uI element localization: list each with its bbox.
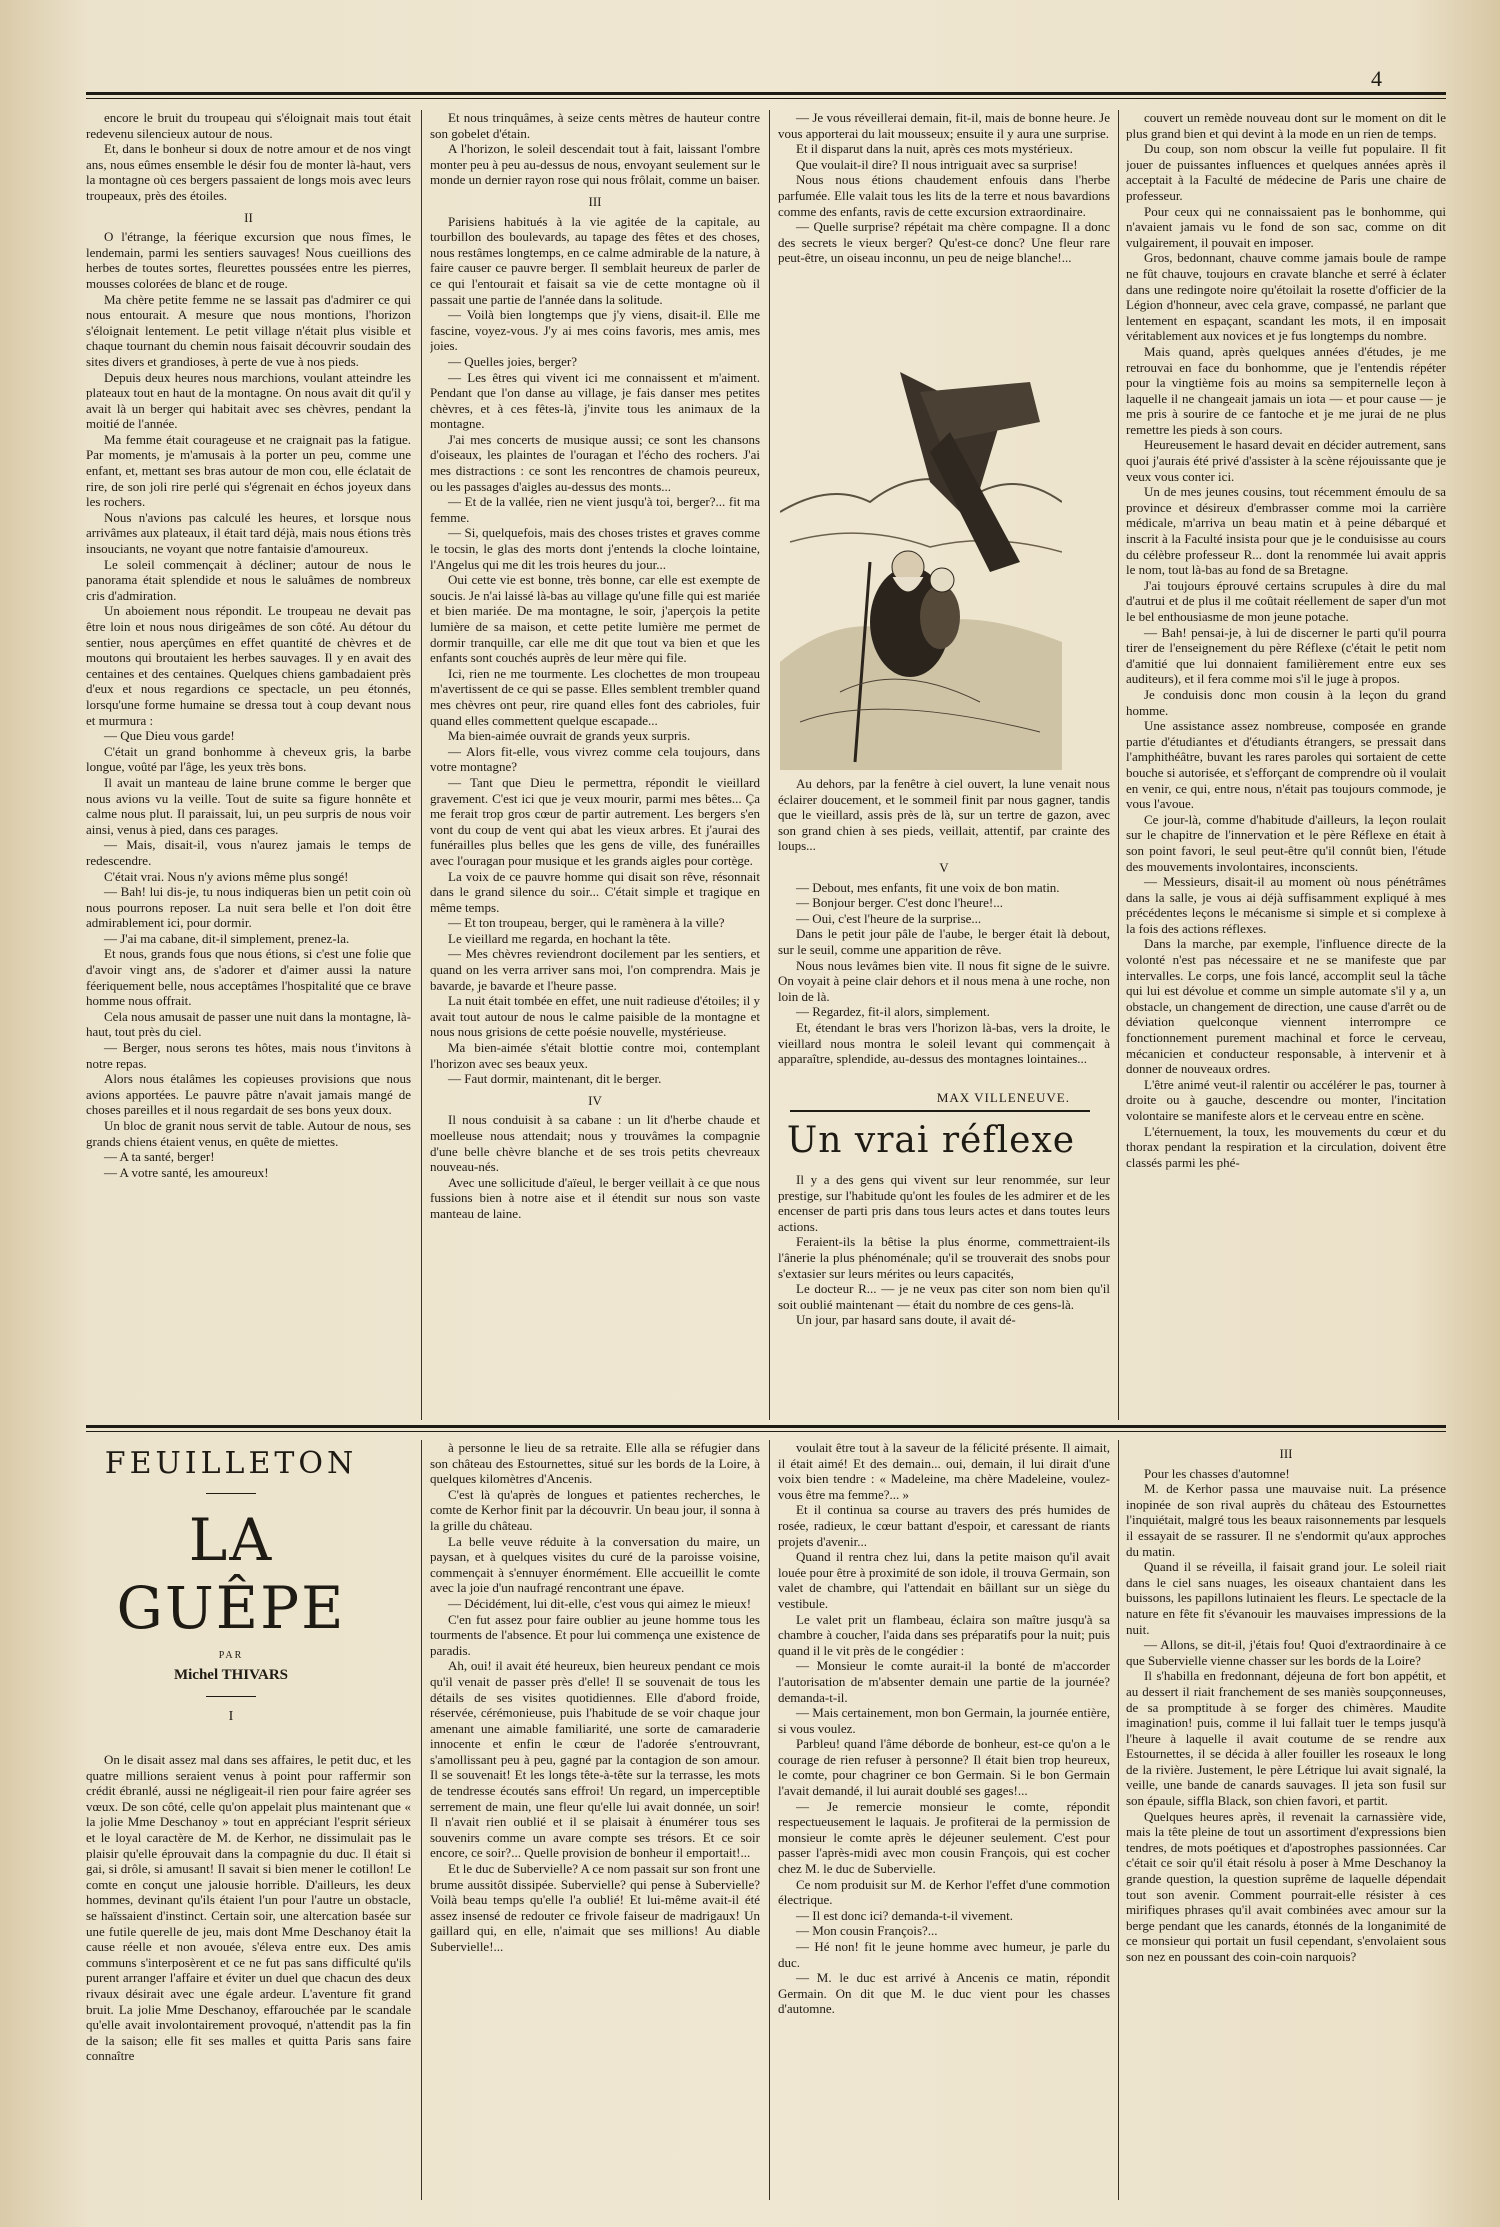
- article1-signature: MAX VILLENEUVE.: [936, 1090, 1070, 1105]
- paragraph: — Alors fit-elle, vous vivrez comme cela toujours, dans votre montagne?: [430, 743, 760, 775]
- paragraph: Et nous, grands fous que nous étions, si c'est une folie que d'avoir vingt ans, de s'adorer et d'aimer aussi la nature féeriquement belle, nous acceptâmes l'hospitalité que ce brave homme nous offrait.: [86, 946, 411, 1009]
- paragraph: C'est là qu'après de longues et patientes recherches, le comte de Kerhor finit par la découvrir. Un beau jour, il sonna à la grille du château.: [430, 1486, 760, 1533]
- paragraph: — Monsieur le comte aurait-il la bonté de m'accorder l'autorisation de m'absenter demain une partie de la journée? demanda-t-il.: [778, 1658, 1110, 1705]
- paragraph: Un jour, par hasard sans doute, il avait dé-: [796, 1312, 1016, 1328]
- paragraph: Ce nom produisit sur M. de Kerhor l'effet d'une commotion électrique.: [778, 1876, 1110, 1908]
- paragraph: J'ai mes concerts de musique aussi; ce sont les chansons d'oiseaux, les plaintes de l'ouragan et l'écho des rochers. J'ai mes distractions : ce sont les rencontres de chamois peureux, ou les passages d'aigles au-dessus des monts...: [430, 431, 760, 494]
- paragraph: — Je vous réveillerai demain, fit-il, mais de bonne heure. Je vous apporterai du lait mousseux; ensuite il y aura une surprise.: [778, 110, 1110, 141]
- paragraph: C'en fut assez pour faire oublier au jeune homme tous les tourments de l'absence. Et pour lui commença une existence de paradis.: [430, 1611, 760, 1658]
- paragraph: M. de Kerhor passa une mauvaise nuit. La présence inopinée de son rival auprès du château des Estournettes l'inquiétait, malgré tous les beaux raisonnements par lesquels il essayait de se rassurer. Il ne s'endormit qu'aux approches du matin.: [1126, 1481, 1446, 1559]
- paragraph: — Messieurs, disait-il au moment où nous pénétrâmes dans la salle, je vous ai déjà suffisamment expliqué à mes précédentes leçons le mécanisme si simple et si complexe à la fois des actions réflexes.: [1126, 874, 1446, 936]
- paragraph: Et, dans le bonheur si doux de notre amour et de nos vingt ans, nous eûmes ensemble le désir fou de monter là-haut, vers la montagne où ces bergers passaient de longs mois avec leurs troupeaux, près des étoiles.: [86, 141, 411, 203]
- article2-title: Un vrai réflexe: [786, 1120, 1076, 1161]
- section-number: III: [588, 193, 602, 209]
- paragraph: Que voulait-il dire? Il nous intriguait avec sa surprise!: [796, 156, 1078, 172]
- paragraph: L'être animé veut-il ralentir ou accélérer le pas, tourner à droite ou à gauche, descendre ou monter, l'incitation volontaire se manifeste alors et le cerveau entre en scène.: [1126, 1076, 1446, 1123]
- paragraph: — Et de la vallée, rien ne vient jusqu'à toi, berger?... fit ma femme.: [430, 494, 760, 525]
- shepherd-illustration: [780, 362, 1062, 770]
- paragraph: — Voilà bien longtemps que j'y viens, disait-il. Elle me fascine, voyez-vous. J'y ai mes coins favoris, mes amis, mes joies.: [430, 307, 760, 354]
- column-divider: [421, 110, 422, 1420]
- paragraph: Mais quand, après quelques années d'études, je me retrouvai en face du bonhomme, que je l'entendis répéter pour la vingtième fois au moins sa sempiternelle leçon à laquelle il ne changeait jamais un iota — et pour cause — je me pris à sourire de ce fantoche et je me jurai de ne plus remettre les pieds à son cours.: [1126, 343, 1446, 437]
- paragraph: — J'ai ma cabane, dit-il simplement, prenez-la.: [104, 930, 350, 946]
- column-divider: [1118, 1440, 1119, 2200]
- paragraph: — Hé non! fit le jeune homme avec humeur, je parle du duc.: [778, 1939, 1110, 1970]
- paragraph: Quelques heures après, il revenait la carnassière vide, mais la tête pleine de tout un assortiment d'expressions bien tendres, de mots poétiques et d'apostrophes passionnées. Car c'était ce soir qu'il était résolu à poser à Mme Deschanoy la grande question, la question suprême de laquelle dépendait tout son avenir. Comment pourrait-elle résister à ces mirifiques phrases qu'il avait combinées avec amour sur la berge pendant que les canards, étonnés de la longanimité de ce monsieur qui portait un fusil cependant, s'envolaient sous son nez en poussant des coin-coin narquois?: [1126, 1808, 1446, 1964]
- paragraph: Depuis deux heures nous marchions, voulant atteindre les plateaux tout en haut de la montagne. On nous avait dit qu'il y avait là un berger qui habitait avec ses chèvres, pendant la moitié de l'année.: [86, 369, 411, 432]
- column-divider: [1118, 110, 1119, 1420]
- feuilleton-author: Michel THIVARS: [173, 1667, 289, 1683]
- paragraph: La belle veuve réduite à la conversation du maire, un paysan, et à quelques visites du curé de la paroisse voisine, commençait à s'ennuyer énormément. Elle accueillit le comte avec la joie d'un naufragé rencontrant une épave.: [430, 1533, 760, 1596]
- paragraph: Heureusement le hasard devait en décider autrement, sans quoi j'aurais été privé d'assister à la scène réjouissante que je veux vous conter ici.: [1126, 437, 1446, 484]
- paragraph: Il avait un manteau de laine brune comme le berger que nous avions vu la veille. Tout de suite sa figure honnête et calme nous plut. Il paraissait, lui, un peu surpris de nous voir ainsi, venus à pied, dans ces parages.: [86, 774, 411, 837]
- paragraph: — Mon cousin François?...: [796, 1923, 938, 1939]
- paragraph: Ma femme était courageuse et ne craignait pas la fatigue. Par moments, je m'amusais à la porter un peu, comme une enfant, et, mettant ses bras autour de mon cou, elle éclatait de rire, de son joli rire perlé qui s'égrenait en échos joyeux dans les rochers.: [86, 431, 411, 510]
- paragraph: — Quelle surprise? répétait ma chère compagne. Il a donc des secrets le vieux berger? Qu'est-ce donc? Une fleur rare peut-être, un oiseau inconnu, un peu de neige blanche!...: [778, 219, 1110, 266]
- paragraph: — Mes chèvres reviendront docilement par les sentiers, et quand on les verra arriver sans moi, l'on comprendra. Mais je bavarde, je bavarde et l'heure passe.: [430, 946, 760, 993]
- header-divider: [206, 1493, 256, 1494]
- column-divider: [421, 1440, 422, 2200]
- article1-column-2: [430, 110, 760, 1420]
- paragraph: — Oui, c'est l'heure de la surprise...: [796, 910, 982, 926]
- feuilleton-chapter: I: [228, 1709, 234, 1724]
- paragraph: — Regardez, fit-il alors, simplement.: [796, 1004, 990, 1020]
- paragraph: Et le duc de Subervielle? A ce nom passait sur son front une brume aussitôt dissipée. Subervielle? qui pense à Subervielle? Voilà beau temps qu'elle l'a oublié! Et lui-même avait-il été assez insensé de redouter ce frivole faiseur de madrigaux! Un gaillard qui, en elle, n'aimait que ses millions! Au diable Subervielle!...: [430, 1861, 760, 1954]
- column-divider: [769, 1440, 770, 2200]
- section-number: V: [939, 859, 949, 875]
- paragraph: Un de mes jeunes cousins, tout récemment émoulu de sa province et désireux d'embrasser comme moi la carrière médicale, m'arriva un beau matin et à peine débarqué et inscrit à la Faculté insista pour que je le conduisisse au cours du célèbre professeur R... dont la renommée lui avait appris le nom, tout là-bas au fond de sa Bretagne.: [1126, 484, 1446, 578]
- top-rule: [86, 92, 1446, 95]
- paragraph: O l'étrange, la féerique excursion que nous fîmes, le lendemain, parmi les sentiers sauvages! Nous cueillions des herbes de toutes sortes, fleurettes poussées entre les pierres, mousses colorées de blanc et de rouge.: [86, 229, 411, 291]
- paragraph: — Mais certainement, mon bon Germain, la journée entière, si vous voulez.: [778, 1705, 1110, 1736]
- paragraph: Un bloc de granit nous servit de table. Autour de nous, ses grands chiens étaient venus, en quête de miettes.: [86, 1118, 411, 1149]
- paragraph: — Mais, disait-il, vous n'aurez jamais le temps de redescendre.: [86, 837, 411, 868]
- column-divider: [769, 110, 770, 1420]
- paragraph: Un aboiement nous répondit. Le troupeau ne devait pas être loin et nous nous dirigeâmes de son côté. Au détour du sentier, nous aperçûmes en effet quantité de chèvres et de moutons qui broutaient les herbes sauvages. Il y en avait des centaines et des centaines. Quelques chiens gambadaient près d'eux et nous regardions ce spectacle, un peu étonnés, lorsqu'une forme humaine se dressa tout à coup devant nous et murmura :: [86, 603, 411, 728]
- paragraph: La nuit était tombée en effet, une nuit radieuse d'étoiles; il y avait tout autour de nous le calme paisible de la montagne et nous nous grisions de cette poésie nouvelle, mystérieuse.: [430, 993, 760, 1040]
- paragraph: — Je remercie monsieur le comte, répondit respectueusement le laquais. Je profiterai de la permission de monsieur le comte après le déjeuner seulement. C'est pour passer l'après-midi avec mon cousin François, qui est cocher chez M. le duc de Subervielle.: [778, 1798, 1110, 1877]
- paragraph: Nous nous étions chaudement enfouis dans l'herbe parfumée. Elle valait tous les lits de la terre et nous bavardions comme des enfants, ravis de cette excursion extraordinaire.: [778, 172, 1110, 219]
- paragraph: Je conduisis donc mon cousin à la leçon du grand homme.: [1126, 686, 1446, 718]
- paragraph: — Si, quelquefois, mais des choses tristes et graves comme le tocsin, le glas des morts dont j'entends la cloche lointaine, l'Angelus qui me dit les trois heures du jour...: [430, 525, 760, 572]
- paragraph: — M. le duc est arrivé à Ancenis ce matin, répondit Germain. On dit que M. le duc vient pour les chasses d'automne.: [778, 1970, 1110, 2017]
- paragraph: L'éternuement, la toux, les mouvements du cœur et du thorax pendant la respiration et la circulation, doivent être classés parmi les phé-: [1126, 1123, 1446, 1170]
- paragraph: Ce jour-là, comme d'habitude d'ailleurs, la leçon roulait sur le chapitre de l'innervation et le père Réflexe en était à son point favori, le seul peut-être qu'il connût bien, l'étude des mouvements involontaires, inconscients.: [1126, 811, 1446, 874]
- paragraph: Ici, rien ne me tourmente. Les clochettes de mon troupeau m'avertissent de ce qui se passe. Elles semblent trembler quand mes chèvres ont peur, rire quand elles font des cabrioles, fuir quand elles commettent quelque escapade...: [430, 665, 760, 728]
- paragraph: — A votre santé, les amoureux!: [104, 1164, 269, 1180]
- article1-column-3-top: [778, 110, 1110, 360]
- paragraph: Le docteur R... — je ne veux pas citer son nom bien qu'il soit oublié maintenant — était du nombre de ces gens-là.: [778, 1281, 1110, 1312]
- feuilleton-column-1: [86, 1752, 411, 2202]
- paragraph: Et, étendant le bras vers l'horizon là-bas, vers la droite, le vieillard nous montra le soleil levant qui commençait à apparaître, splendide, au-dessus des montagnes lointaines...: [778, 1019, 1110, 1067]
- paragraph: Pour ceux qui ne connaissaient pas le bonhomme, qui n'avaient jamais vu le fond de son sac, comme on dit vulgairement, il pouvait en imposer.: [1126, 203, 1446, 250]
- paragraph: — Tant que Dieu le permettra, répondit le vieillard gravement. C'est ici que je veux mourir, parmi mes bêtes... Ça me ferait trop gros cœur de partir autrement. Les bergers s'en vont du coup de vent qui abat les vieux arbres. Et j'aurai des funérailles plus belles que les gens de ville, des funérailles avec l'ouragan pour musique et les grands aigles pour cortège.: [430, 774, 760, 868]
- paragraph: Il nous conduisit à sa cabane : un lit d'herbe chaude et moelleuse nous attendait; nous y trouvâmes la compagnie d'une belle chèvre blanche et de ses trois petits chevreaux nouveau-nés.: [430, 1112, 760, 1175]
- paragraph: à personne le lieu de sa retraite. Elle alla se réfugier dans son château des Estournettes, situé sur les bords de la Loire, à quelques kilomètres d'Ancenis.: [430, 1440, 760, 1487]
- paragraph: — Il est donc ici? demanda-t-il vivement.: [796, 1907, 1013, 1923]
- paragraph: — Bonjour berger. C'est donc l'heure!...: [796, 895, 1003, 911]
- paragraph: — Allons, se dit-il, j'étais fou! Quoi d'extraordinaire à ce que Subervielle vienne chasser sur les bords de la Loire?: [1126, 1637, 1446, 1668]
- paragraph: Dans la marche, par exemple, l'influence directe de la volonté n'est pas nécessaire et ne se manifeste que par intervalles. Le corps, une fois lancé, accomplit seul la tâche qui lui est dévolue et comme un simple automate s'il y a, un obstacle, un changement de direction, une cause d'arrêt ou de déviation quelconque viennent interrompre ce fonctionnement purement machinal et force le cerveau, mécanicien et conducteur responsable, à intervenir et à donner de nouveaux ordres.: [1126, 936, 1446, 1077]
- section-number: IV: [588, 1092, 602, 1108]
- article1-column-1: [86, 110, 411, 1420]
- feuilleton-column-4: [1126, 1440, 1446, 2200]
- article2-column-3: [778, 1172, 1110, 1420]
- paragraph: La voix de ce pauvre homme qui disait son rêve, résonnait dans le grand silence du soir... C'était simple et tragique en même temps.: [430, 868, 760, 915]
- feuilleton-column-2: [430, 1440, 760, 2200]
- paragraph: Dans le petit jour pâle de l'aube, le berger était là debout, sur le seuil, comme une apparition de rêve.: [778, 926, 1110, 957]
- section-number: III: [1279, 1446, 1293, 1461]
- paragraph: Ma bien-aimée s'était blottie contre moi, contemplant l'horizon avec ses beaux yeux.: [430, 1040, 760, 1071]
- paragraph: Et il continua sa course au travers des prés humides de rosée, radieux, le cœur battant d'espoir, et caressant de riants projets d'avenir...: [778, 1502, 1110, 1549]
- paragraph: — Et ton troupeau, berger, qui le ramènera à la ville?: [448, 915, 725, 931]
- paragraph: — Bah! pensai-je, à lui de discerner le parti qu'il pourra tirer de l'enseignement du père Réflexe (c'était le petit nom d'amitié que lui donnaient familièrement entre eux ses auditeurs), et il fera comme moi s'il le juge à propos.: [1126, 624, 1446, 687]
- article-separator: [790, 1110, 1090, 1112]
- paragraph: voulait être tout à la saveur de la félicité présente. Il aimait, il était aimé! Et des demain... oui, demain, il lui dirait d'une voix bien tendre : « Madeleine, ma chère Madeleine, voulez-vous être ma femme?... »: [778, 1440, 1110, 1502]
- paragraph: Gros, bedonnant, chauve comme jamais boule de rampe ne fût chauve, toujours en cravate blanche et serré à éclater dans une redingote noire qu'étoilait la rosette d'officier de la Légion d'honneur, avec cela grave, compassé, ne parlant que lentement en espaçant, scandant les mots, il en imposait véritablement aux novices et je fus longtemps du nombre.: [1126, 250, 1446, 344]
- paragraph: — Debout, mes enfants, fit une voix de bon matin.: [796, 879, 1060, 895]
- paragraph: C'était un grand bonhomme à cheveux gris, la barbe longue, voûté par l'âge, les yeux très bons.: [86, 743, 411, 775]
- paragraph: Feraient-ils la bêtise la plus énorme, commettraient-ils l'ânerie la plus phénoménale; qu'il se trouverait des snobs pour s'extasier sur leurs mérites ou leurs capacités,: [778, 1234, 1110, 1281]
- paragraph: couvert un remède nouveau dont sur le moment on dit le plus grand bien et qui devint à la mode en un rien de temps.: [1126, 110, 1446, 141]
- header-divider: [206, 1696, 256, 1697]
- feuilleton-title: LA GUÊPE: [116, 1506, 346, 1642]
- paragraph: Parisiens habitués à la vie agitée de la capitale, au tourbillon des boulevards, au tapage des fêtes et des choses, nous restâmes longtemps, en ce calme admirable de la nature, à faire causer ce pauvre berger. Il semblait heureux de parler de ce qui l'entourait et faisait sa vie de cette montagne où il passait une partie de l'année dans la solitude.: [430, 213, 760, 307]
- paragraph: encore le bruit du troupeau qui s'éloignait mais tout était redevenu silencieux autour de nous.: [86, 110, 411, 141]
- paragraph: Pour les chasses d'automne!: [1144, 1465, 1290, 1481]
- paragraph: Il y a des gens qui vivent sur leur renommée, sur leur prestige, sur l'habitude qu'ont les foules de les admirer et de les encenser de parti pris dans tous leurs actes et dans toutes leurs actions.: [778, 1172, 1110, 1234]
- paragraph: Le vieillard me regarda, en hochant la tête.: [448, 930, 671, 946]
- paragraph: — Décidément, lui dit-elle, c'est vous qui aimez le mieux!: [448, 1595, 752, 1611]
- paragraph: Ah, oui! il avait été heureux, bien heureux pendant ce mois qu'il venait de passer près d'elle! Il se souvenait de tous les détails de ses visites quotidiennes. Elle d'abord froide, réservée, cérémonieuse, puis l'habitude de se voir chaque jour amenant une aimable familiarité, une sorte de camaraderie innocente et enfin le cœur de l'adorée s'entrouvrant, s'amollissant peu à peu, gagné par la contagion de son amour. Il se souvenait! Et les longs tête-à-tête sur la terrasse, les mots de tendresse écoutés sans effroi! Un regard, un imperceptible serrement de main, une fleur qu'elle lui avait donnée, un soir! Il n'avait rien oublié et il se plaisait à énumérer tous ses souvenirs comme un avare compte ses trésors. Et ce soir encore, ce soir?... Quelle provision de bonheur il emportait!...: [430, 1658, 760, 1861]
- top-rule-thin: [86, 98, 1446, 99]
- paragraph: On le disait assez mal dans ses affaires, le petit duc, et les quatre millions seraient venus à point pour raffermir son crédit ébranlé, aussi ne négligeait-il rien pour faire agréer ses vœux. De son côté, celle qu'on appelait plus maintenant que « la jolie Mme Deschanoy » tout en appréciant l'esprit sérieux et le loyal caractère de M. de Kerhor, ne dissimulait pas le plaisir qu'elle éprouvait dans la compagnie du duc. Il était si gai, si drôle, si amusant! Il savait si bien mener le cotillon! Le comte en conçut une jalousie horrible. D'ailleurs, les deux hommes, devinant qu'ils étaient l'un pour l'autre un obstacle, se haïssaient d'instinct. Certain soir, une altercation basée sur une futile querelle de jeu, mais dont Mme Deschanoy était la cause réelle et non avouée, s'éleva entre eux. Des amis communs s'interposèrent et ce ne fut pas sans difficulté qu'ils purent arranger l'affaire et éviter un duel que chacun des deux rivaux désirait avec une égale ardeur. L'aventure fit grand bruit. La jolie Mme Deschanoy, effarouchée par le scandale qu'elle avait involontairement provoqué, n'attendit pas la fin de la saison; elle fit ses malles et quitta Paris sans faire connaître: [86, 1752, 411, 2064]
- paragraph: C'était vrai. Nous n'y avions même plus songé!: [104, 868, 349, 884]
- feuilleton-rule: [86, 1425, 1446, 1428]
- paragraph: — Que Dieu vous garde!: [104, 728, 235, 744]
- paragraph: J'ai toujours éprouvé certains scrupules à dire du mal d'autrui et de plus il me coûtait réellement de saper d'un mot le bel enthousiasme de mon jeune potache.: [1126, 577, 1446, 624]
- paragraph: — Quelles joies, berger?: [448, 353, 577, 369]
- paragraph: Du coup, son nom obscur la veille fut populaire. Il fit jouer de puissantes influences et quelques années après il acceptait à la Faculté de médecine de Paris une chaire de professeur.: [1126, 141, 1446, 203]
- paragraph: Ma bien-aimée ouvrait de grands yeux surpris.: [448, 728, 691, 744]
- paragraph: Parbleu! quand l'âme déborde de bonheur, est-ce qu'on a le courage de rien refuser à personne? Il était bien trop heureux, le comte, pour chagriner ce bon Germain. Si le bon Germain l'avait demandé, il lui aurait doublé ses gages!...: [778, 1736, 1110, 1799]
- paragraph: Au dehors, par la fenêtre à ciel ouvert, la lune venait nous éclairer doucement, et le sommeil finit par nous gagner, tandis que le vieillard, assis près de là, sur un tertre de gazon, avec son grand chien à ses pieds, veillait, attentif, par crainte des loups...: [778, 776, 1110, 854]
- paragraph: Avec une sollicitude d'aïeul, le berger veillait à ce que nous fussions bien à notre aise et il étendit sur nous son vaste manteau de laine.: [430, 1174, 760, 1221]
- paragraph: Ma chère petite femme ne se lassait pas d'admirer ce qui nous entourait. A mesure que nous montions, l'horizon s'éloignait lentement. Le petit village n'était plus visible et chaque tournant du chemin nous faisait découvrir soudain des sites divers et grandioses, à perte de vue à nos pieds.: [86, 291, 411, 369]
- paragraph: — Faut dormir, maintenant, dit le berger.: [448, 1071, 662, 1087]
- paragraph: Nous nous levâmes bien vite. Il nous fit signe de le suivre. On voyait à peine clair dehors et il nous mena à une roche, non loin de là.: [778, 957, 1110, 1004]
- feuilleton-rule-thin: [86, 1431, 1446, 1432]
- paragraph: Alors nous étalâmes les copieuses provisions que nous avions apportées. Le pauvre pâtre n'avait jamais mangé de choses pareilles et il nous regardait de ses bons yeux doux.: [86, 1071, 411, 1118]
- paragraph: A l'horizon, le soleil descendait tout à fait, laissant l'ombre monter peu à peu au-dessus de nous, envoyant seulement sur le monde un dernier rayon rose qui nous frôlait, comme un baiser.: [430, 141, 760, 188]
- paragraph: Cela nous amusait de passer une nuit dans la montagne, là-haut, tout près du ciel.: [86, 1008, 411, 1040]
- article1-column-3-bottom: [778, 776, 1110, 1086]
- paragraph: Une assistance assez nombreuse, composée en grande partie d'étudiantes et d'étudiants étrangers, se pressait dans l'amphithéâtre, buvant les rares paroles qui sortaient de cette bouche si autorisée, et s'efforçant de comprendre où il voulait en venir, ce qui, entre nous, n'était pas toujours commode, je vous l'avoue.: [1126, 718, 1446, 812]
- paragraph: Nous n'avions pas calculé les heures, et lorsque nous arrivâmes aux plateaux, il était tard déjà, mais nous étions très insouciants, ne voyant que notre fantaisie d'amoureux.: [86, 509, 411, 557]
- paragraph: — Les êtres qui vivent ici me connaissent et m'aiment. Pendant que l'on danse au village, je fais danser mes petites chèvres, et à ces fêtes-là, j'invite tous les animaux de la montagne.: [430, 369, 760, 432]
- feuilleton-column-3: [778, 1440, 1110, 2200]
- paragraph: Et nous trinquâmes, à seize cents mètres de hauteur contre son gobelet d'étain.: [430, 110, 760, 141]
- paragraph: Quand il rentra chez lui, dans la petite maison qu'il avait louée pour être à proximité de son idole, il trouva Germain, son valet de chambre, qui l'attendait en bâillant sur un siège du vestibule.: [778, 1549, 1110, 1611]
- feuilleton-header: [86, 1446, 376, 1725]
- paragraph: Le soleil commençait à décliner; autour de nous le panorama était splendide et nous le saluâmes de nombreux cris d'admiration.: [86, 556, 411, 603]
- page-number: 4: [1371, 66, 1382, 91]
- paragraph: Oui cette vie est bonne, très bonne, car elle est exempte de soucis. Je n'ai laissé là-bas au village qu'une fille qui est mariée et bien mariée. De ma montagne, le soir, j'aperçois la petite lumière de sa maison, et cette petite lumière me permet de dormir tranquille, car elle me dit que tout va bien et que les enfants sont couchés auprès de leur mère qui file.: [430, 572, 760, 666]
- feuilleton-par: PAR: [218, 1650, 244, 1661]
- paragraph: Le valet prit un flambeau, éclaira son maître jusqu'à sa chambre à coucher, l'aida dans ses préparatifs pour la nuit; puis quand il le vit près de le congédier :: [778, 1611, 1110, 1658]
- article2-column-4: [1126, 110, 1446, 1420]
- section-number: II: [244, 209, 253, 225]
- paragraph: Quand il se réveilla, il faisait grand jour. Le soleil riait dans le ciel sans nuages, les oiseaux chantaient dans les buissons, les papillons lutinaient les fleurs. Le spectacle de la nature en fête fit s'évanouir les mauvaises impressions de la nuit.: [1126, 1559, 1446, 1637]
- paragraph: — Berger, nous serons tes hôtes, mais nous t'invitons à notre repas.: [86, 1040, 411, 1071]
- paragraph: — A ta santé, berger!: [104, 1149, 215, 1165]
- paragraph: — Bah! lui dis-je, tu nous indiqueras bien un petit coin où nous pourrons reposer. La nuit sera belle et l'on doit être admirablement ici, pour dormir.: [86, 884, 411, 931]
- paragraph: Et il disparut dans la nuit, après ces mots mystérieux.: [796, 141, 1073, 157]
- paragraph: Il s'habilla en fredonnant, déjeuna de fort bon appétit, et au dessert il riait franchement de ses maniès soupçonneuses, de sa promptitude à se forger des chimères. Maudite imagination! puis, comme il lui fallait tuer le temps jusqu'à l'heure à laquelle il avait coutume de se rendre aux Estournettes, il se décida à aller fouiller les roseaux le long de la rivière. Justement, le père Létrique lui avait signalé, la veille, une bande de canards sauvages. Il jeta son fusil sur son épaule, siffla Black, son chien favori, et partit.: [1126, 1668, 1446, 1809]
- feuilleton-kicker: FEUILLETON: [104, 1446, 358, 1481]
